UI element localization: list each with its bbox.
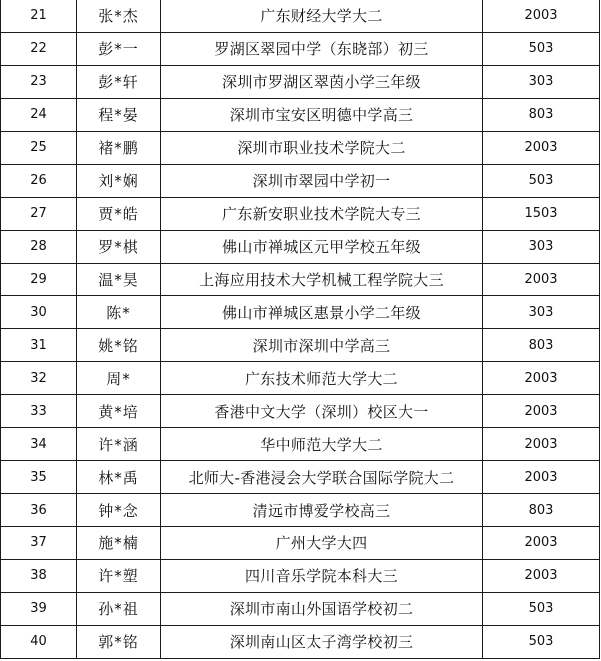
table-row [1,65,600,98]
school-grade-cell: 佛山市禅城区元甲学校五年级 [161,230,483,263]
student-name-cell: 陈* [77,296,161,329]
amount-cell: 303 [483,296,600,329]
table-row [1,164,600,197]
table-row [1,527,600,560]
amount-cell: 803 [483,494,600,527]
amount-cell: 2003 [483,559,600,592]
amount-cell: 2003 [483,263,600,296]
school-grade-cell: 深圳市罗湖区翠茵小学三年级 [161,65,483,98]
student-name-cell: 周* [77,362,161,395]
table-row [1,362,600,395]
row-number-cell: 36 [1,494,77,527]
student-name-cell: 许*涵 [77,428,161,461]
school-grade-cell: 深圳市宝安区明德中学高三 [161,98,483,131]
student-name-cell: 姚*铭 [77,329,161,362]
school-grade-cell: 香港中文大学（深圳）校区大一 [161,395,483,428]
student-name-cell: 彭*一 [77,32,161,65]
table-row [1,197,600,230]
row-number-cell: 28 [1,230,77,263]
amount-cell: 1503 [483,197,600,230]
row-number-cell: 34 [1,428,77,461]
amount-cell: 503 [483,592,600,625]
school-grade-cell: 北师大-香港浸会大学联合国际学院大二 [161,461,483,494]
student-name-cell: 黄*培 [77,395,161,428]
row-number-cell: 33 [1,395,77,428]
student-name-cell: 钟*念 [77,494,161,527]
table-row [1,625,600,658]
row-number-cell: 22 [1,32,77,65]
row-number-cell: 32 [1,362,77,395]
student-name-cell: 褚*鹏 [77,131,161,164]
student-name-cell: 施*楠 [77,527,161,560]
row-number-cell: 40 [1,625,77,658]
table-row [1,428,600,461]
amount-cell: 303 [483,230,600,263]
amount-cell: 803 [483,98,600,131]
amount-cell: 2003 [483,362,600,395]
amount-cell: 503 [483,164,600,197]
table-row [1,395,600,428]
amount-cell: 503 [483,32,600,65]
row-number-cell: 21 [1,0,77,32]
amount-cell: 2003 [483,0,600,32]
school-grade-cell: 广东财经大学大二 [161,0,483,32]
amount-cell: 2003 [483,527,600,560]
table-row [1,32,600,65]
student-name-cell: 程*晏 [77,98,161,131]
school-grade-cell: 广东技术师范大学大二 [161,362,483,395]
school-grade-cell: 深圳市翠园中学初一 [161,164,483,197]
student-name-cell: 郭*铭 [77,625,161,658]
table-row [1,230,600,263]
student-name-cell: 彭*轩 [77,65,161,98]
row-number-cell: 35 [1,461,77,494]
amount-cell: 2003 [483,395,600,428]
row-number-cell: 27 [1,197,77,230]
amount-cell: 503 [483,625,600,658]
school-grade-cell: 上海应用技术大学机械工程学院大三 [161,263,483,296]
row-number-cell: 38 [1,559,77,592]
school-grade-cell: 四川音乐学院本科大三 [161,559,483,592]
table-row [1,263,600,296]
row-number-cell: 25 [1,131,77,164]
table-row [1,98,600,131]
table-row [1,296,600,329]
student-name-cell: 刘*娴 [77,164,161,197]
table-row [1,329,600,362]
school-grade-cell: 广州大学大四 [161,527,483,560]
table-row [1,0,600,32]
row-number-cell: 29 [1,263,77,296]
school-grade-cell: 深圳南山区太子湾学校初三 [161,625,483,658]
row-number-cell: 31 [1,329,77,362]
school-grade-cell: 广东新安职业技术学院大专三 [161,197,483,230]
table-row [1,461,600,494]
school-grade-cell: 佛山市禅城区惠景小学二年级 [161,296,483,329]
amount-cell: 2003 [483,131,600,164]
student-name-cell: 贾*皓 [77,197,161,230]
school-grade-cell: 华中师范大学大二 [161,428,483,461]
amount-cell: 2003 [483,461,600,494]
student-name-cell: 许*塑 [77,559,161,592]
table-row [1,494,600,527]
amount-cell: 303 [483,65,600,98]
row-number-cell: 26 [1,164,77,197]
amount-cell: 2003 [483,428,600,461]
student-name-cell: 罗*棋 [77,230,161,263]
row-number-cell: 24 [1,98,77,131]
table-row [1,559,600,592]
row-number-cell: 30 [1,296,77,329]
table-row [1,592,600,625]
student-name-cell: 孙*祖 [77,592,161,625]
row-number-cell: 37 [1,527,77,560]
table-row [1,131,600,164]
row-number-cell: 39 [1,592,77,625]
school-grade-cell: 深圳市深圳中学高三 [161,329,483,362]
student-name-cell: 张*杰 [77,0,161,32]
school-grade-cell: 清远市博爱学校高三 [161,494,483,527]
row-number-cell: 23 [1,65,77,98]
school-grade-cell: 深圳市职业技术学院大二 [161,131,483,164]
amount-cell: 803 [483,329,600,362]
school-grade-cell: 深圳市南山外国语学校初二 [161,592,483,625]
school-grade-cell: 罗湖区翠园中学（东晓部）初三 [161,32,483,65]
student-name-cell: 林*禹 [77,461,161,494]
student-name-cell: 温*昊 [77,263,161,296]
